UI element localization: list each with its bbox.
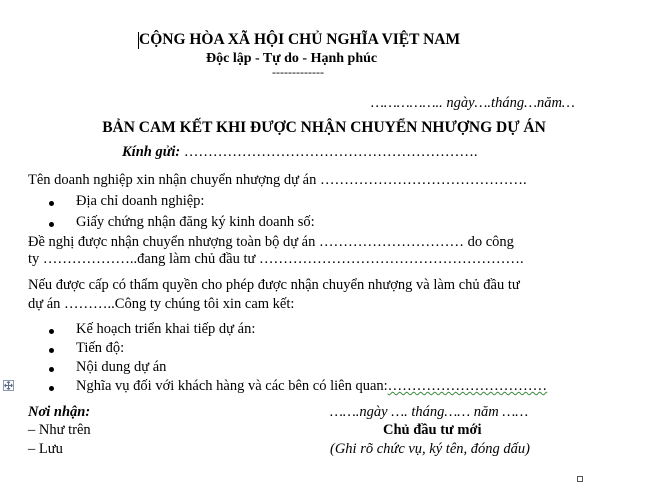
date-line: …………….. ngày….tháng…năm… (371, 95, 575, 111)
signature-date: …….ngày …. tháng…… năm …… (330, 404, 529, 420)
signature-title: Chủ đầu tư mới (383, 422, 482, 438)
recipient-item: – Lưu (28, 441, 63, 457)
bullet-icon (49, 386, 54, 391)
greeting-line (122, 144, 478, 161)
bullet-icon (49, 201, 54, 206)
recipient-item: – Như trên (28, 422, 91, 438)
commitment-item: Nội dung dự án (76, 359, 167, 375)
info-item: Địa chỉ doanh nghiệp: (76, 193, 205, 209)
recipients-label: Nơi nhận: (28, 404, 91, 420)
bullet-icon (49, 329, 54, 334)
bullet-icon (49, 348, 54, 353)
request-line: Đề nghị được nhận chuyển nhượng toàn bộ dự án ………………………… do công (28, 234, 514, 250)
commitment-item-text: Nghĩa vụ đối với khách hàng và các bên có liên quan: (76, 378, 388, 394)
country-heading: CỘNG HÒA XÃ HỘI CHỦ NGHĨA VIỆT NAM (139, 31, 461, 48)
header-divider: ------------- (272, 65, 324, 79)
info-item: Giấy chứng nhận đăng ký kinh doanh số: (76, 214, 315, 230)
motto: Độc lập - Tự do - Hạnh phúc (206, 51, 378, 66)
commitment-line: dự án ………..Công ty chúng tôi xin cam kết: (28, 296, 295, 312)
table-resize-handle-icon[interactable] (577, 476, 583, 482)
greeting-value: ……………………………………………………. (180, 144, 478, 160)
signature-note: (Ghi rõ chức vụ, ký tên, đóng dấu) (330, 441, 530, 457)
commitment-item: Kế hoạch triển khai tiếp dự án: (76, 321, 256, 337)
company-line: Tên doanh nghiệp xin nhận chuyển nhượng dự án ……………………………………. (28, 172, 527, 188)
document-title: BẢN CAM KẾT KHI ĐƯỢC NHẬN CHUYỂN NHƯỢNG DỰ ÁN (102, 119, 546, 136)
bullet-icon (49, 222, 54, 227)
commitment-item: Tiến độ: (76, 340, 125, 356)
request-line: ty ………………..đang làm chủ đầu tư ………………………………………………. (28, 251, 524, 267)
commitment-line: Nếu được cấp có thẩm quyền cho phép được nhận chuyển nhượng và làm chủ đầu tư (28, 277, 520, 293)
greeting-label: Kính gửi: (122, 144, 181, 160)
commitment-item-fill: …………………………… (387, 378, 548, 394)
commitment-item (76, 378, 547, 395)
bullet-icon (49, 367, 54, 372)
table-move-handle-icon[interactable] (3, 380, 14, 391)
